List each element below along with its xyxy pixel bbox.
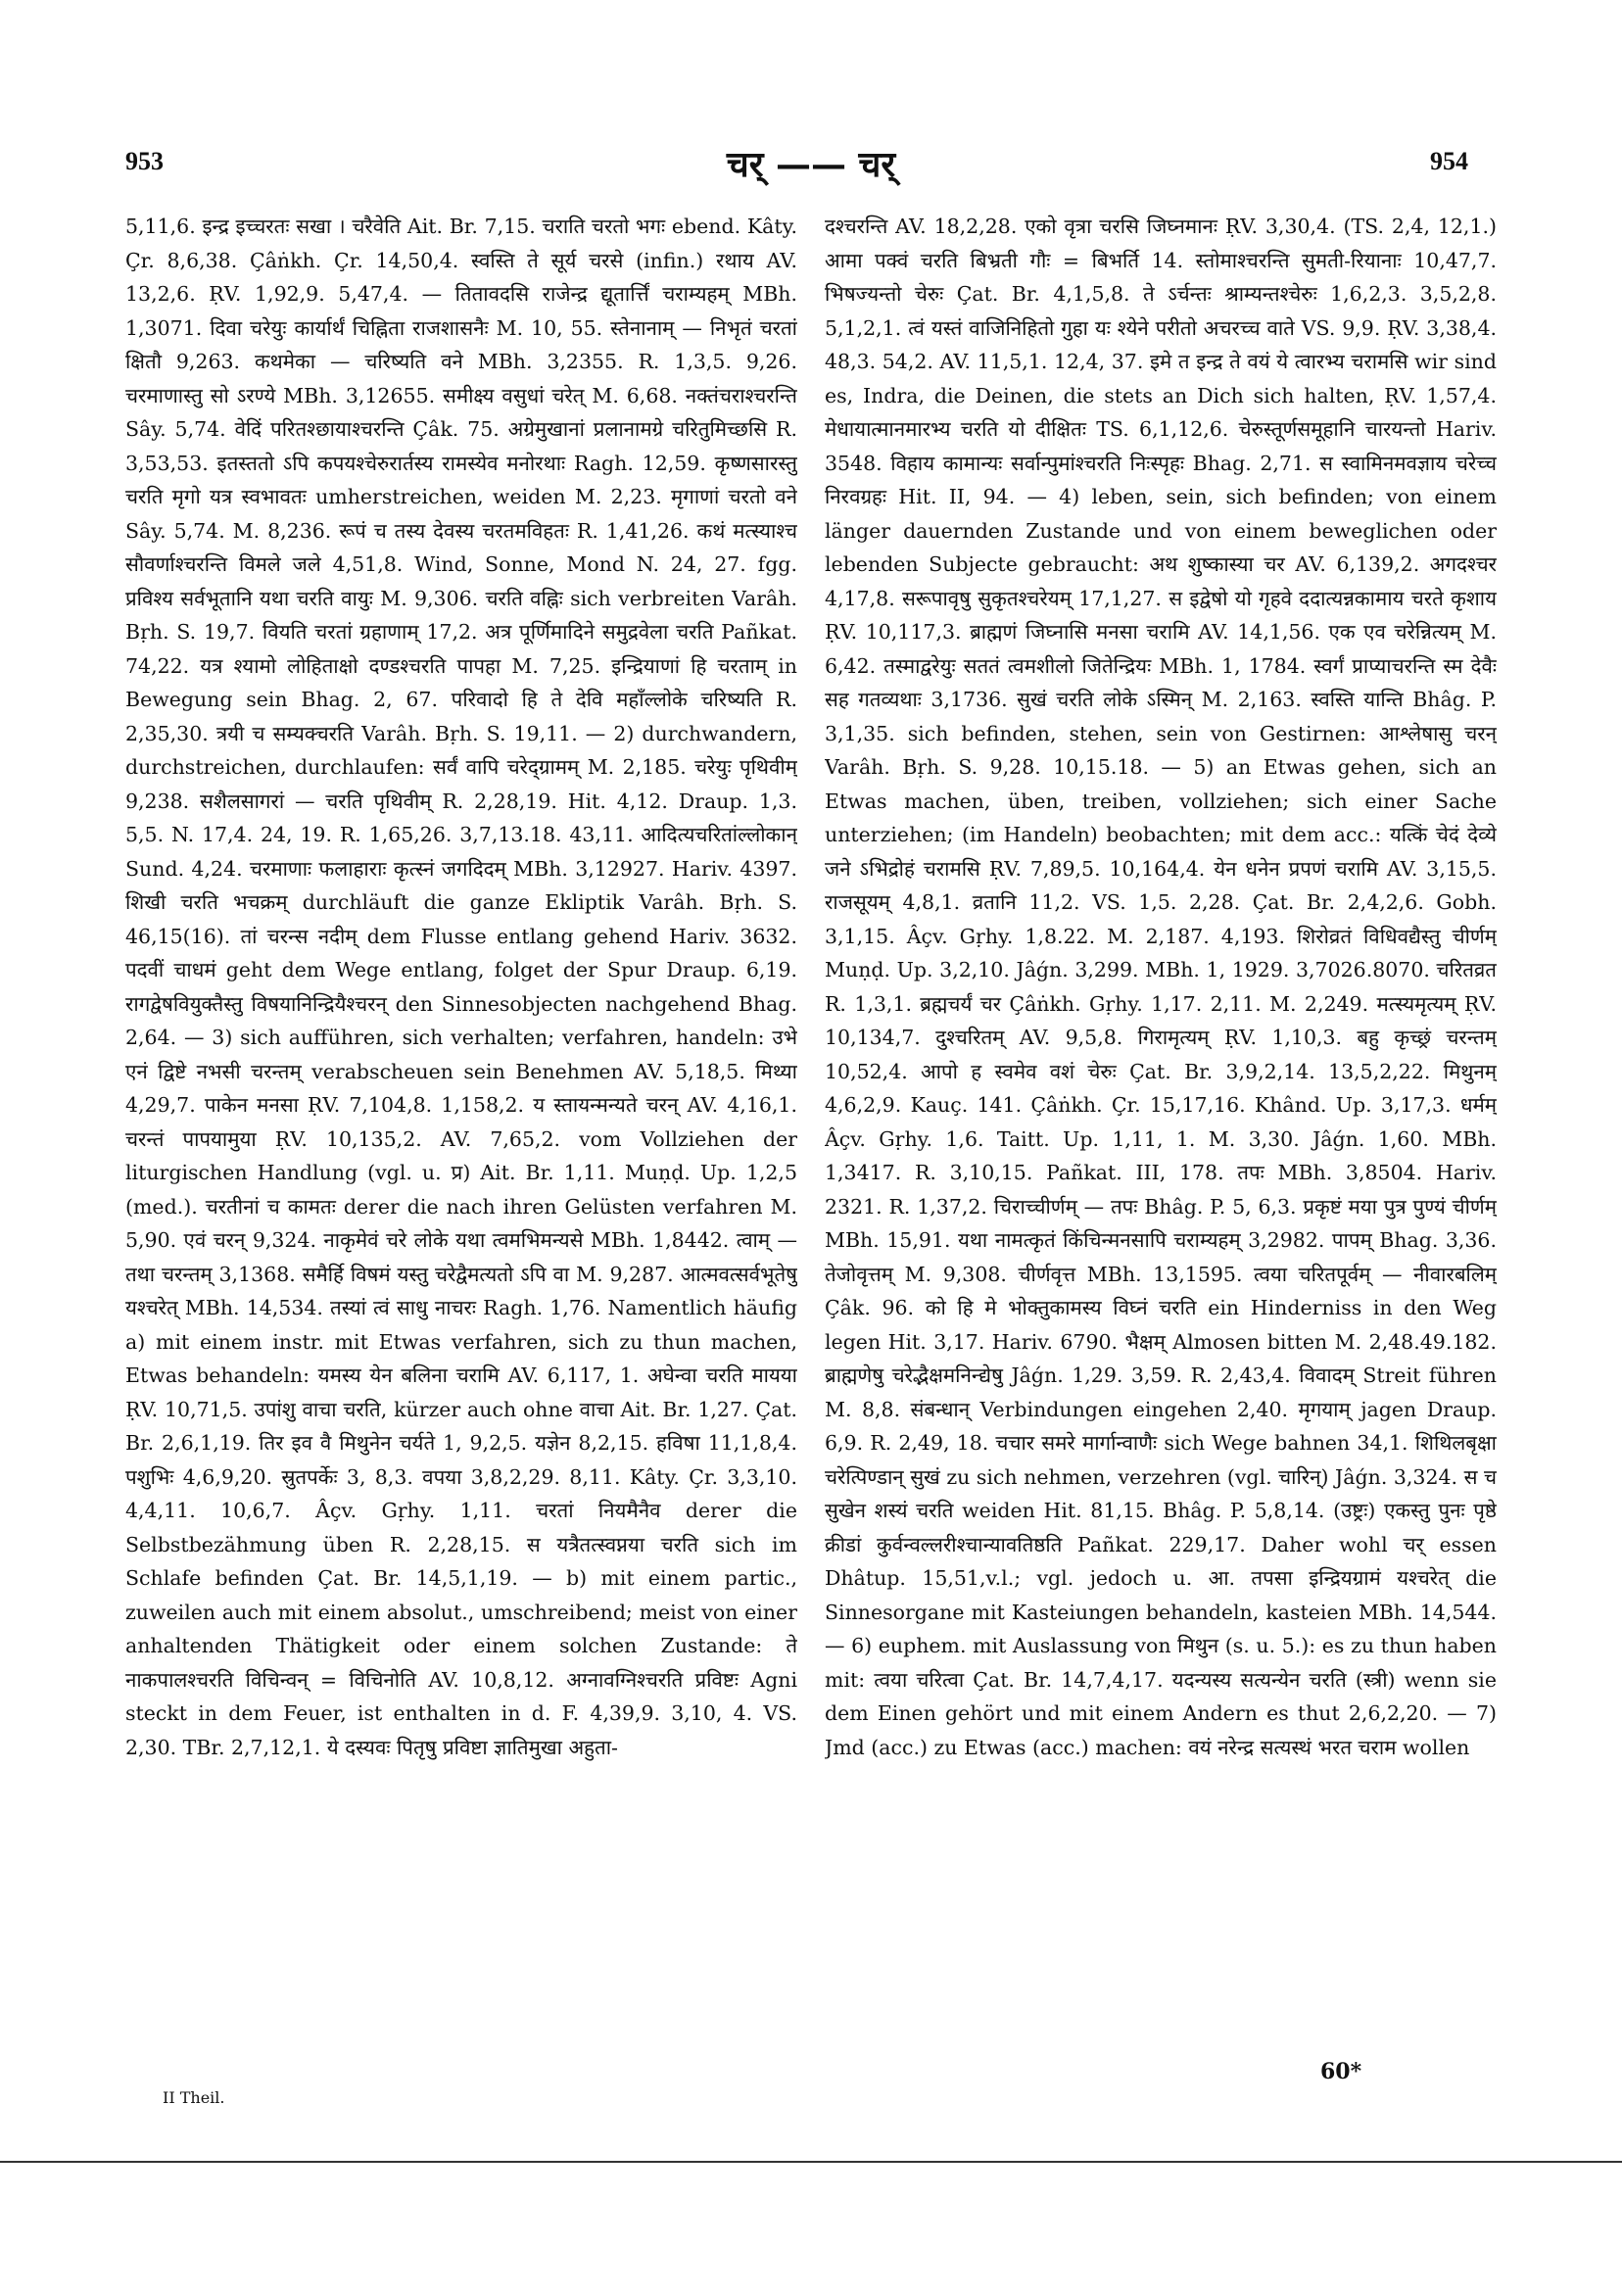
bottom-rule (0, 2161, 1622, 2163)
page-number-right: 954 (1430, 147, 1468, 175)
right-column-text: दश्चरन्ति AV. 18,2,28. एको वृत्रा चरसि जिघ्नमानः ṚV. 3,30,4. (TS. 2,4, 12,1.) आमा पक्वं चरति बिभ्रती गौः = बिभर्ति 14. स्तोमाश्चरन्ति सुमती-रियानाः 10,47,7. भिषज्यन्तो चेरुः Çat. Br. 4,1,5,8. ते ऽर्चन्तः श्राम्यन्तश्चेरुः 1,6,2,3. 3,5,2,8. 5,1,2,1. त्वं यस्तं वाजिनिहितो गुहा यः श्येने परीतो अचरच्च वाते VS. 9,9. ṚV. 3,38,4. 48,3. 54,2. AV. 11,5,1. 12,4, 37. इमे त इन्द्र ते वयं ये त्वारभ्य चरामसि wir sind es, Indra, die Deinen, die stets an Dich sich halten, ṚV. 1,57,4. मेधायात्मानमारभ्य चरति यो दीक्षितः TS. 6,1,12,6. चेरुस्तूर्णसमूहानि चारयन्तो Hariv. 3548. विहाय कामान्यः सर्वान्पुमांश्चरति निःस्पृहः Bhag. 2,71. स स्वामिनमवज्ञाय चरेच्च निरवग्रहः Hit. II, 94. — 4) leben, sein, sich befinden; von einem länger dauernden Zustande und von einem beweglichen oder lebenden Subjecte gebraucht: अथ शुष्कास्या चर AV. 6,139,2. अगदश्चर 4,17,8. सरूपावृषु सुकृतश्चरेयम् 17,1,27. स इद्वेषो यो गृहवे ददात्यन्नकामाय चरते कृशाय ṚV. 10,117,3. ब्राह्मणं जिघ्नासि मनसा चरामि AV. 14,1,56. एक एव चरेन्नित्यम् M. 6,42. तस्माद्वरेयुः सततं त्वमशीलो जितेन्द्रियः MBh. 1, 1784. स्वर्गं प्राप्याचरन्ति स्म देवैः सह गतव्यथाः 3,1736. सुखं चरति लोके ऽस्मिन् M. 2,163. स्वस्ति यान्ति Bhâg. P. 3,1,35. sich befinden, stehen, sein von Gestirnen: आश्लेषासु चरन् Varâh. Bṛh. S. 9,28. 10,15.18. — 5) an Etwas gehen, sich an Etwas machen, üben, treiben, vollziehen; sich einer Sache unterziehen; (im Handeln) beobachten; mit dem acc.: यत्किं चेदं देव्ये जने ऽभिद्रोहं चरामसि ṚV. 7,89,5. 10,164,4. येन धनेन प्रपणं चरामि AV. 3,15,5. राजसूयम् 4,8,1. व्रतानि 11,2. VS. 1,5. 2,28. Çat. Br. 2,4,2,6. Gobh. 3,1,15. Âçv. Gṛhy. 1,8.22. M. 2,187. 4,193. शिरोव्रतं विधिवद्यैस्तु चीर्णम् Muṇḍ. Up. 3,2,10. Jâǵn. 3,299. MBh. 1, 1929. 3,7026.8070. चरितव्रत R. 1,3,1. ब्रह्मचर्यं चर Çâṅkh. Gṛhy. 1,17. 2,11. M. 2,249. मत्स्यमृत्यम् ṚV. 10,134,7. दुश्चरितम् AV. 9,5,8. गिरामृत्यम् ṚV. 1,10,3. बहु कृच्छ्रं चरन्तम् 10,52,4. आपो ह स्वमेव वशं चेरुः Çat. Br. 3,9,2,14. 13,5,2,22. मिथुनम् 4,6,2,9. Kauç. 141. Çâṅkh. Çr. 15,17,16. Khând. Up. 3,17,3. धर्मम् Âçv. Gṛhy. 1,6. Taitt. Up. 1,11, 1. M. 3,30. Jâǵn. 1,60. MBh. 1,3417. R. 3,10,15. Pañkat. III, 178. तपः MBh. 3,8504. Hariv. 2321. R. 1,37,2. चिराच्चीर्णम् — तपः Bhâg. P. 5, 6,3. प्रकृष्टं मया पुत्र पुण्यं चीर्णम् MBh. 15,91. यथा नामत्कृतं किंचिन्मनसापि चराम्यहम् 3,2982. पापम् Bhag. 3,36. तेजोवृत्तम् M. 9,308. चीर्णवृत्त MBh. 13,1595. त्वया चरितपूर्वम् — नीवारबलिम् Çâk. 96. को हि मे भोक्तुकामस्य विघ्नं चरति ein Hinderniss in den Weg legen Hit. 3,17. Hariv. 6790. भैक्षम् Almosen bitten M. 2,48.49.182. ब्राह्मणेषु चरेद्भैक्षमनिन्द्येषु Jâǵn. 1,29. 3,59. R. 2,43,4. विवादम् Streit führen M. 8,8. संबन्धान् Verbindungen eingehen 2,40. मृगयाम् jagen Draup. 6,9. R. 2,49, 18. चचार समरे मार्गान्वाणैः sich Wege bahnen 34,1. शिथिलबृक्षा चरेत्पिण्डान् सुखं zu sich nehmen, verzehren (vgl. चारिन्) Jâǵn. 3,324. स च सुखेन शस्यं चरति weiden Hit. 81,15. Bhâg. P. 5,8,14. (उष्ट्रः) एकस्तु पुनः पृष्ठे क्रीडां कुर्वन्वल्लरीश्चान्यावतिष्ठति Pañkat. 229,17. Daher wohl चर् essen Dhâtup. 15,51,v.l.; vgl. jedoch u. आ. तपसा इन्द्रियग्रामं यश्चरेत् die Sinnesorgane mit Kasteiungen behandeln, kasteien MBh. 14,544. — 6) euphem. mit Auslassung von मिथुन (s. u. 5.): es zu thun haben mit: त्वया चरित्वा Çat. Br. 14,7,4,17. यदन्यस्य सत्यन्येन चरति (स्त्री) wenn sie dem Einen gehört und mit einem Andern es thut 2,6,2,20. — 7) Jmd (acc.) zu Etwas (acc.) machen: वयं नरेन्द्र सत्यस्थं भरत चराम wollen (825, 215, 1497, 1759)
left-column-text: 5,11,6. इन्द्र इच्चरतः सखा । चरैवेति Ait. Br. 7,15. चराति चरतो भगः ebend. Kâty. Çr. 8,6,38. Çâṅkh. Çr. 14,50,4. स्वस्ति ते सूर्य चरसे (infin.) रथाय AV. 13,2,6. ṚV. 1,92,9. 5,47,4. — तितावदसि राजेन्द्र द्यूतार्त्तिं चराम्यहम् MBh. 1,3071. दिवा चरेयुः कार्यार्थं चिह्निता राजशासनैः M. 10, 55. स्तेनानाम् — निभृतं चरतां क्षितौ 9,263. कथमेका — चरिष्यति वने MBh. 3,2355. R. 1,3,5. 9,26. चरमाणास्तु सो ऽरण्ये MBh. 3,12655. समीक्ष्य वसुधां चरेत् M. 6,68. नक्तंचराश्चरन्ति Sây. 5,74. वेदिं परितश्छायाश्चरन्ति Çâk. 75. अग्रेमुखानां प्रलानामग्रे चरितुमिच्छसि R. 3,53,53. इतस्ततो ऽपि कपयश्चेरुरार्तस्य रामस्येव मनोरथाः Ragh. 12,59. कृष्णसारस्तु चरति मृगो यत्र स्वभावतः umherstreichen, weiden M. 2,23. मृगाणां चरतो वने Sây. 5,74. M. 8,236. रूपं च तस्य देवस्य चरतमविहतः R. 1,41,26. कथं मत्स्याश्च सौवर्णाश्चरन्ति विमले जले 4,51,8. Wind, Sonne, Mond N. 24, 27. fgg. प्रविश्य सर्वभूतानि यथा चरति वायुः M. 9,306. चरति वह्निः sich verbreiten Varâh. Bṛh. S. 19,7. वियति चरतां ग्रहाणाम् 17,2. अत्र पूर्णिमादिने समुद्रवेला चरति Pañkat. 74,22. यत्र श्यामो लोहिताक्षो दण्डश्चरति पापहा M. 7,25. इन्द्रियाणां हि चरताम् in Bewegung sein Bhag. 2, 67. परिवादो हि ते देवि महाँल्लोके चरिष्यति R. 2,35,30. त्रयी च सम्यक्चरति Varâh. Bṛh. S. 19,11. — 2) durchwandern, durchstreichen, durchlaufen: सर्वं वापि चरेद्ग्रामम् M. 2,185. चरेयुः पृथिवीम् 9,238. सशैलसागरां — चरति पृथिवीम् R. 2,28,19. Hit. 4,12. Draup. 1,3. 5,5. N. 17,4. 24, 19. R. 1,65,26. 3,7,13.18. 43,11. आदित्यचरितांल्लोकान् Sund. 4,24. चरमाणाः फलाहाराः कृत्स्नं जगदिदम् MBh. 3,12927. Hariv. 4397. शिखी चरति भचक्रम् durchläuft die ganze Ekliptik Varâh. Bṛh. S. 46,15(16). तां चरन्स नदीम् dem Flusse entlang gehend Hariv. 3632. पदवीं चाधमं geht dem Wege entlang, folget der Spur Draup. 6,19. रागद्वेषवियुक्तैस्तु विषयानिन्द्रियैश्चरन् den Sinnesobjecten nachgehend Bhag. 2,64. — 3) sich aufführen, sich verhalten; verfahren, handeln: उभे एनं द्विष्टे नभसी चरन्तम् verabscheuen sein Benehmen AV. 5,18,5. मिथ्या 4,29,7. पाकेन मनसा ṚV. 7,104,8. 1,158,2. य स्तायन्मन्यते चरन् AV. 4,16,1. चरन्तं पापयामुया ṚV. 10,135,2. AV. 7,65,2. vom Vollziehen der liturgischen Handlung (vgl. u. प्र) Ait. Br. 1,11. Muṇḍ. Up. 1,2,5 (med.). चरतीनां च कामतः derer die nach ihren Gelüsten verfahren M. 5,90. एवं चरन् 9,324. नाकृमेवं चरे लोके यथा त्वमभिमन्यसे MBh. 1,8442. त्वाम् — तथा चरन्तम् 3,1368. समैर्हि विषमं यस्तु चरेद्वैमत्यतो ऽपि वा M. 9,287. आत्मवत्सर्वभूतेषु यश्चरेत् MBh. 14,534. तस्यां त्वं साधु नाचरः Ragh. 1,76. Namentlich häufig a) mit einem instr. mit Etwas verfahren, sich zu thun machen, Etwas behandeln: यमस्य येन बलिना चरामि AV. 6,117, 1. अघेन्वा चरति मायया ṚV. 10,71,5. उपांशु वाचा चरति, kürzer auch ohne वाचा Ait. Br. 1,27. Çat. Br. 2,6,1,19. तिर इव वै मिथुनेन चर्यते 1, 9,2,5. यज्ञेन 8,2,15. हविषा 11,1,8,4. पशुभिः 4,6,9,20. स्रुतपर्केः 3, 8,3. वपया 3,8,2,29. 8,11. Kâty. Çr. 3,3,10. 4,4,11. 10,6,7. Âçv. Gṛhy. 1,11. चरतां नियमैनैव derer die Selbstbezähmung üben R. 2,28,15. स यत्रैतत्स्वप्नया चरति sich im Schlafe befinden Çat. Br. 14,5,1,19. — b) mit einem partic., zuweilen auch mit einem absolut., umschreibend; meist von einer anhaltenden Thätigkeit oder einem solchen Zustande: ते नाकपालश्चरति विचिन्वन् = विचिनोति AV. 10,8,12. अग्नावग्निश्चरति प्रविष्टः Agni steckt in dem Feuer, ist enthalten in d. F. 4,39,9. 3,10, 4. VS. 2,30. TBr. 2,7,12,1. ये दस्यवः पितृषु प्रविष्टा ज्ञातिमुखा अहुता- (125, 215, 797, 1759)
page-number-left: 953 (125, 147, 164, 175)
running-head: चर् —— चर् (726, 144, 896, 185)
volume-note: II Theil. (163, 2088, 225, 2107)
signature-mark: 60* (1320, 2059, 1362, 2084)
